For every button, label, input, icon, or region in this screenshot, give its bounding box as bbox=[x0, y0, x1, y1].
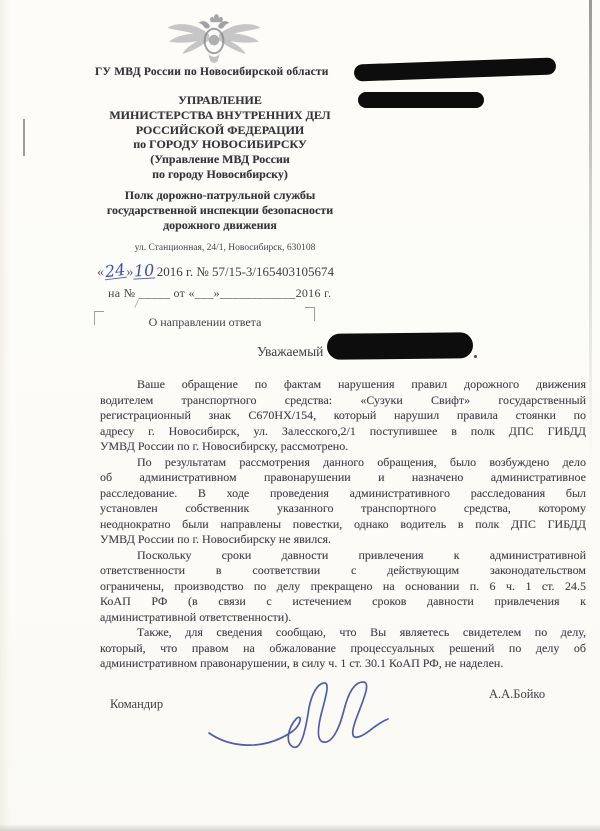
division-name-block bbox=[60, 188, 380, 233]
division-name-line: государственной инспекции безопасности bbox=[106, 203, 334, 217]
body-line: Ваше обращение по фактам нарушения правил дорожного движения bbox=[137, 377, 586, 391]
body-line: административном правонарушении, в силу ч. 1 ст. 30.1 КоАП РФ, не наделен. bbox=[100, 656, 504, 670]
handwritten-month: 10 bbox=[133, 260, 156, 281]
body-line: КоАП РФ (в связи с истечением сроков давности привлечения к bbox=[100, 594, 586, 608]
letter-body bbox=[100, 377, 586, 672]
scan-edge-bottom bbox=[0, 824, 600, 831]
subject-line: О направлении ответа bbox=[148, 315, 262, 329]
salutation-period-dot bbox=[474, 355, 477, 358]
org-name-line: (Управление МВД России bbox=[150, 152, 290, 167]
body-line: административной ответственности). bbox=[100, 609, 292, 624]
body-line: Также, для сведения сообщаю, что Вы являетесь свидетелем по делу, bbox=[137, 625, 586, 639]
body-line: По результатам рассмотрения данного обращения, было возбуждено дело bbox=[137, 454, 586, 469]
body-line: регистрационный знак С670НХ/154, который нарушил правила стоянки по bbox=[100, 408, 586, 422]
body-line: Поскольку сроки давности привлечения к административной bbox=[137, 547, 586, 562]
subject-corner-right bbox=[305, 307, 315, 321]
body-line: расследование. В ходе проведения административного расследования был bbox=[100, 485, 586, 500]
org-name-line: УПРАВЛЕНИЕ bbox=[178, 93, 262, 107]
salutation-name-redaction bbox=[327, 332, 473, 360]
letterhead-region-line: ГУ МВД России по Новосибирской области bbox=[95, 66, 329, 78]
division-name-line: Полк дорожно-патрульной службы bbox=[124, 188, 316, 202]
body-line: который, что правом на обжалование процессуальных решений по делу об bbox=[100, 640, 586, 655]
body-line: об административном правонарушении и назначено административное bbox=[100, 470, 586, 484]
date-number-line bbox=[97, 259, 335, 282]
body-line: УМВД России по г. Новосибирску не явился. bbox=[100, 532, 332, 546]
quote-close: » bbox=[126, 265, 134, 280]
body-paragraph bbox=[100, 455, 586, 548]
org-name-line: МИНИСТЕРСТВА ВНУТРЕННИХ ДЕЛ bbox=[109, 107, 331, 122]
quote-open: « bbox=[97, 265, 104, 280]
body-line: установлен собственник указанного транспортного средства, которому bbox=[100, 501, 586, 515]
body-line: ограничены, производство по делу прекращено на основании п. 6 ч. 1 ст. 24.5 bbox=[100, 578, 586, 593]
org-name-line: по ГОРОДУ НОВОСИБИРСКУ bbox=[133, 137, 307, 152]
org-name-block bbox=[60, 93, 380, 182]
body-line: ответственности в соответствии с действующим законодательством bbox=[100, 563, 586, 577]
org-name-line: по городу Новосибирску) bbox=[152, 166, 288, 181]
division-name-line: дорожного движения bbox=[163, 218, 277, 232]
scan-edge-left bbox=[0, 0, 10, 831]
org-name-line: РОССИЙСКОЙ ФЕДЕРАЦИИ bbox=[135, 122, 305, 137]
redaction-bar bbox=[354, 57, 556, 81]
handwritten-signature-icon bbox=[203, 676, 403, 761]
body-line: водителем транспортного средства: «Сузуки Свифт» государственный bbox=[100, 392, 586, 407]
body-line: адресу г. Новосибирск, ул. Залесского,2/1 поступившее в полк ДПС ГИБДД bbox=[100, 423, 586, 438]
body-paragraph bbox=[100, 377, 586, 455]
body-paragraph bbox=[100, 625, 586, 672]
handwritten-day: 24 bbox=[103, 259, 127, 282]
body-line: УМВД России по г. Новосибирску, рассмотрено. bbox=[100, 439, 349, 453]
salutation: Уважаемый bbox=[257, 344, 324, 359]
body-line: неоднократно были направлены повестки, однако водитель в полк ДПС ГИБДД bbox=[100, 516, 586, 531]
position-title: Командир bbox=[110, 697, 164, 711]
outgoing-number: 2016 г. № 57/15-3/165403105674 bbox=[156, 264, 335, 279]
scan-edge-right bbox=[589, 0, 592, 470]
mvd-eagle-emblem-icon bbox=[165, 10, 263, 67]
address-line: ул. Станционная, 24/1, Новосибирск, 630108 bbox=[134, 243, 316, 253]
scan-artifact-dash bbox=[23, 119, 25, 156]
reply-reference-line: на № _____ от «___»____________2016 г. bbox=[108, 286, 332, 300]
signer-name: А.А.Бойко bbox=[489, 687, 546, 701]
body-paragraph bbox=[100, 548, 586, 626]
subject-corner-left bbox=[94, 311, 104, 325]
